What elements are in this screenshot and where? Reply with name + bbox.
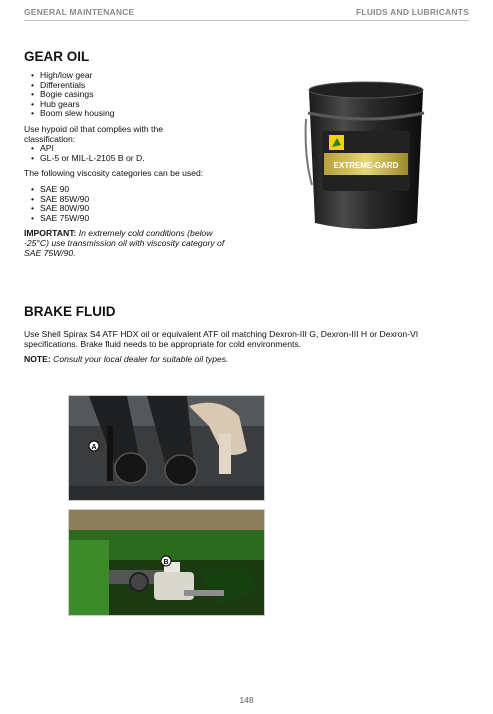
important-label: IMPORTANT: xyxy=(24,228,77,239)
classification-list xyxy=(24,144,254,163)
list-item: • Bogie casings xyxy=(40,90,254,100)
brake-fluid-photo-b xyxy=(68,509,265,616)
brake-fluid-text: Use Shell Spirax S4 ATF HDX oil or equivalent ATF oil matching Dexron-III G, Dexron-III H or Dexron-VI specifications. Brake fluid needs to be appropriate for cold environments. xyxy=(24,329,419,349)
list-item: • SAE 75W/90 xyxy=(40,214,254,224)
gear-oil-bucket-image xyxy=(282,67,458,243)
note-label: NOTE: xyxy=(24,354,51,365)
header-section-left: GENERAL MAINTENANCE xyxy=(24,7,135,17)
list-item: • Boom slew housing xyxy=(40,109,254,119)
callout-b: B xyxy=(163,559,169,566)
list-item: • SAE 80W/90 xyxy=(40,204,254,214)
note-text: Consult your local dealer for suitable oil types. xyxy=(53,354,229,365)
brake-fluid-photo-a xyxy=(68,395,265,501)
bucket-illustration xyxy=(282,67,458,243)
important-text: In extremely cold conditions (below -25°C) use transmission oil with viscosity category of SAE 75W/90. xyxy=(24,228,225,258)
callout-a: A xyxy=(91,444,97,451)
list-item: • Differentials xyxy=(40,81,254,91)
photo-a-illustration xyxy=(69,396,264,500)
brake-fluid-heading: BRAKE FLUID xyxy=(24,304,116,319)
bucket-label: EXTREME-GARD xyxy=(333,161,399,170)
page-number: 148 xyxy=(239,695,254,705)
brake-fluid-note xyxy=(24,355,464,365)
hypoid-intro: Use hypoid oil that complies with the classification: xyxy=(24,123,164,144)
list-item: • SAE 90 xyxy=(40,185,254,195)
gear-oil-heading: GEAR OIL xyxy=(24,49,90,64)
viscosity-list xyxy=(24,185,254,223)
list-item: • High/low gear xyxy=(40,71,254,81)
list-item: • Hub gears xyxy=(40,100,254,110)
header-section-right: FLUIDS AND LUBRICANTS xyxy=(356,7,469,17)
list-item: • SAE 85W/90 xyxy=(40,195,254,205)
list-item: • GL-5 or MIL-L-2105 B or D. xyxy=(40,154,254,164)
gear-oil-body xyxy=(24,71,254,258)
page-header xyxy=(24,4,469,21)
brake-fluid-body xyxy=(24,330,464,365)
list-item: • API xyxy=(40,144,254,154)
viscosity-intro: The following viscosity categories can be used: xyxy=(24,168,204,179)
photo-b-illustration xyxy=(69,510,264,615)
important-note xyxy=(24,229,239,258)
gear-oil-uses-list xyxy=(24,71,254,119)
